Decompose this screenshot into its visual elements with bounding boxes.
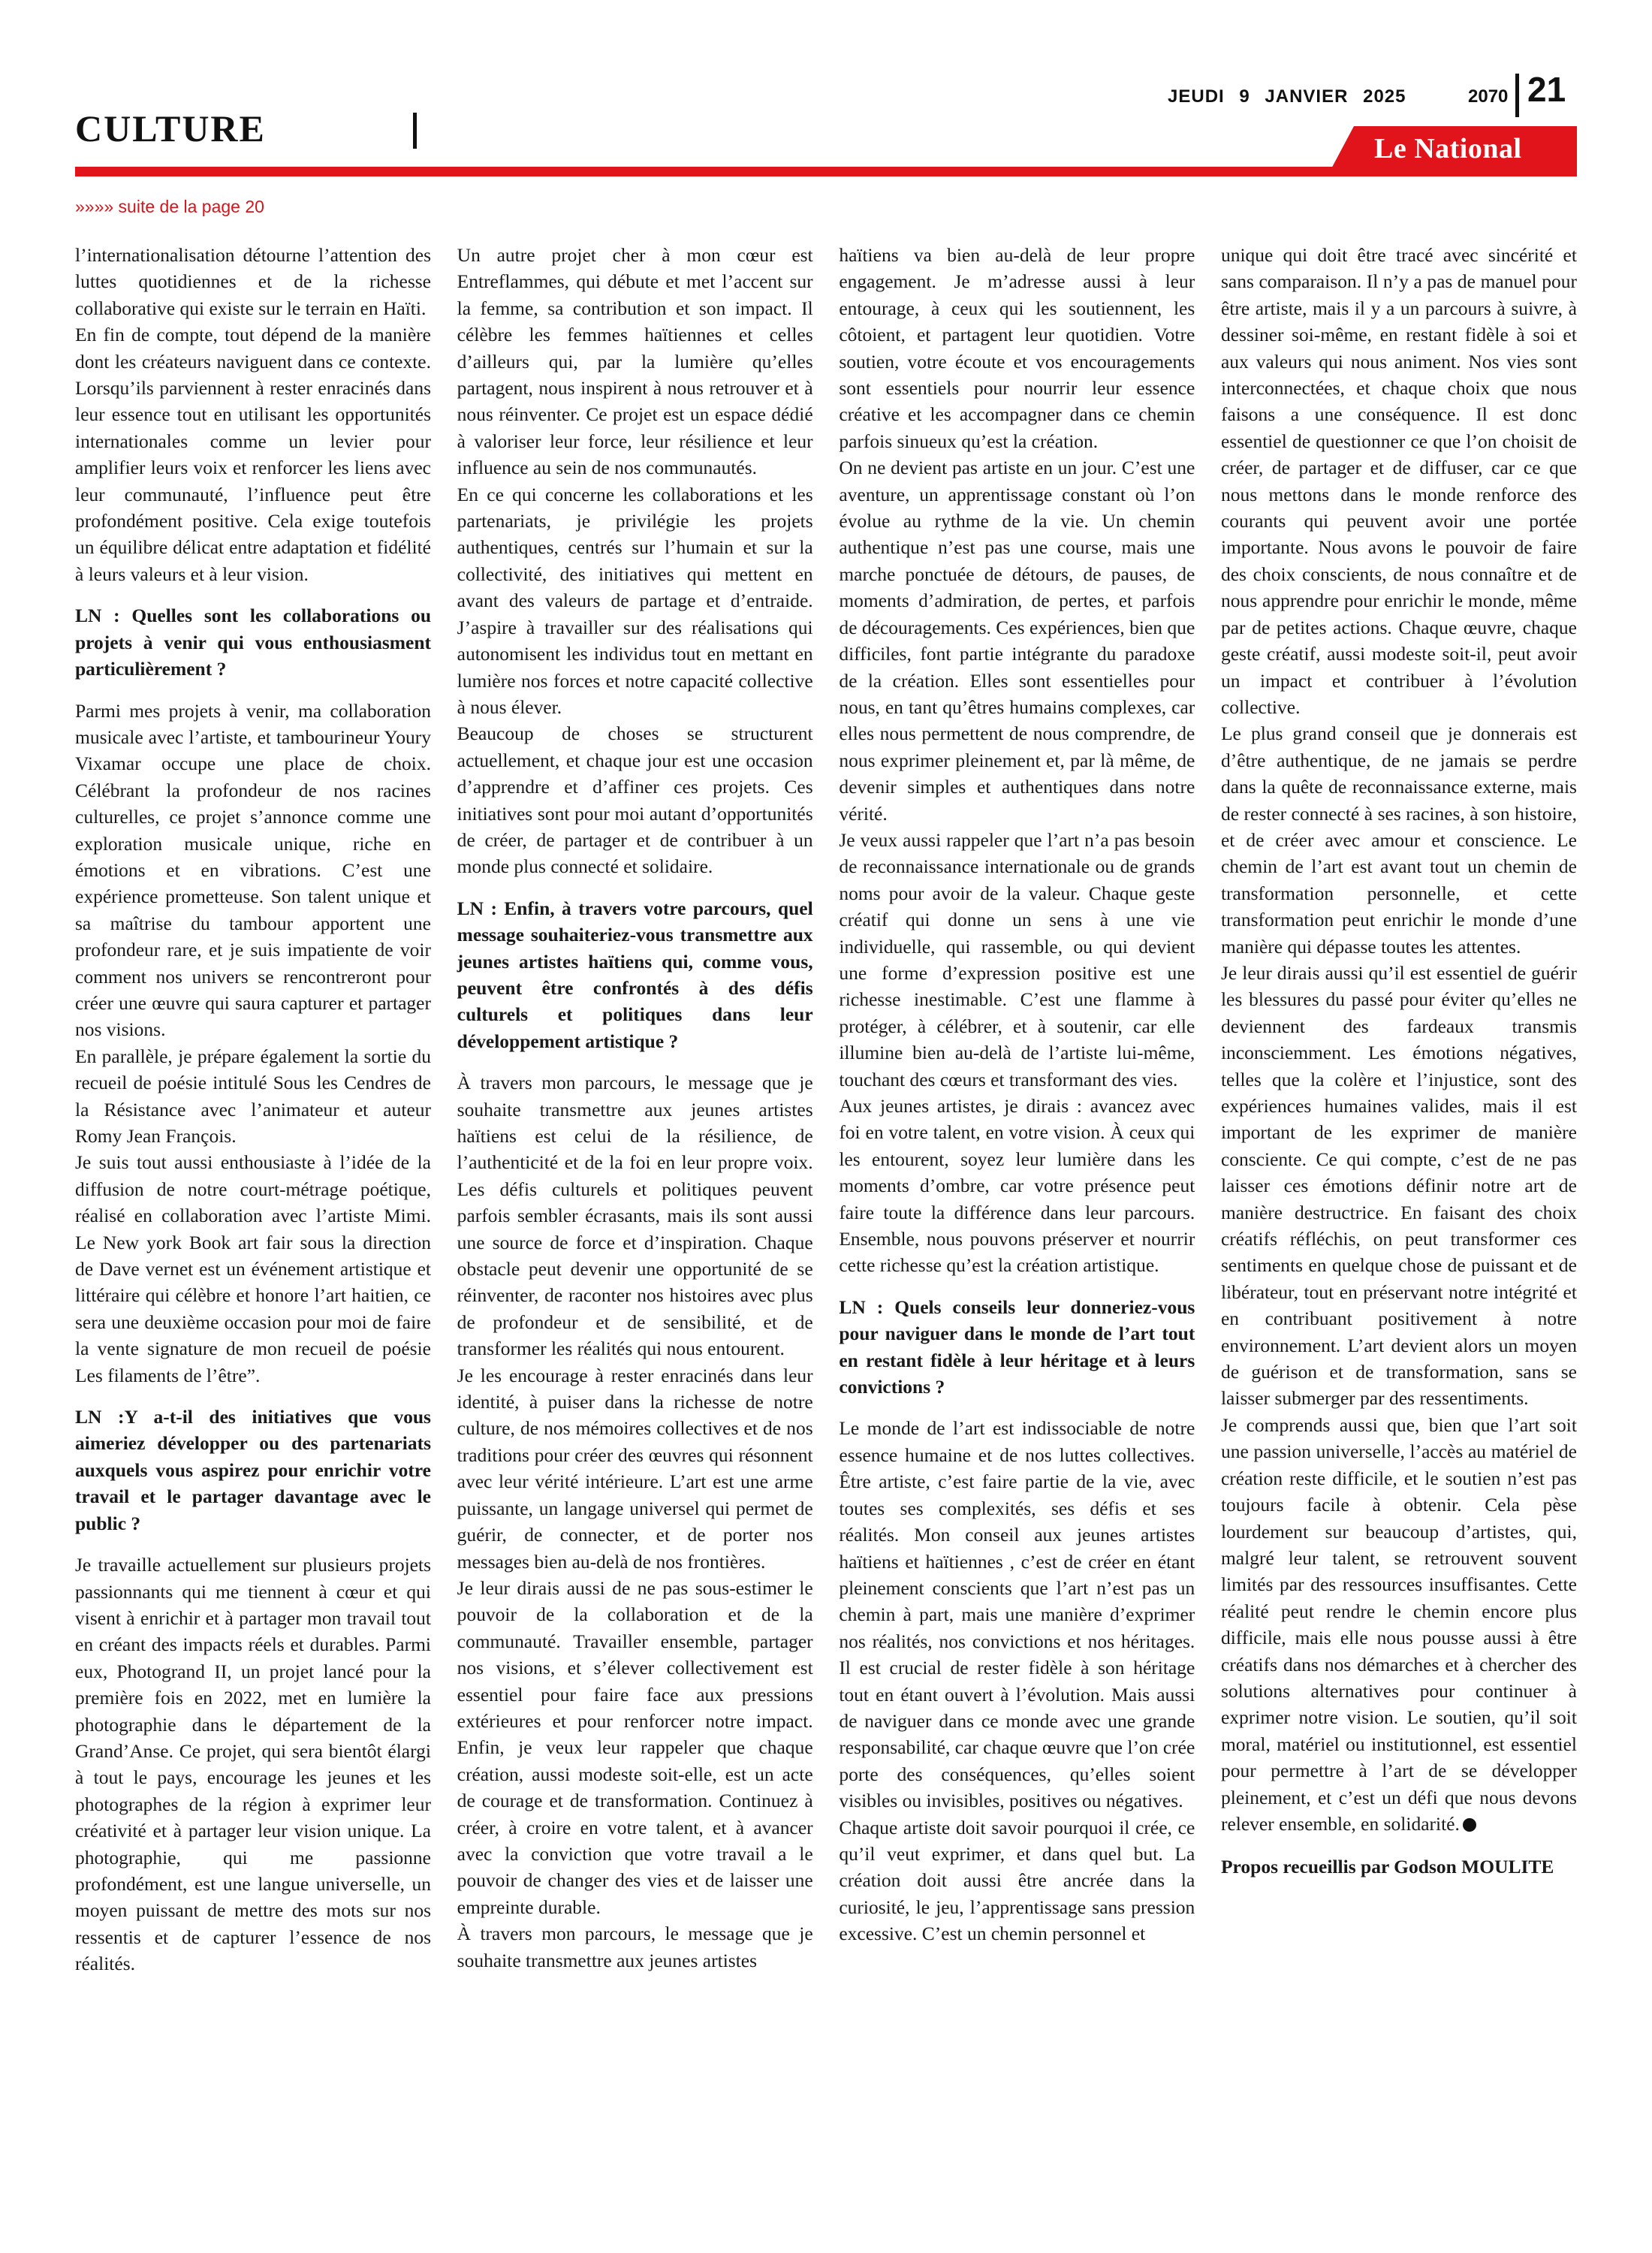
- issue-day: JEUDI: [1168, 86, 1225, 107]
- paragraph-text: Je comprends aussi que, bien que l’art soit une passion universelle, l’accès au matériel de création reste difficile, et le soutien n’est pas toujours facile à obtenir. Cela pèse lourdement sur beaucoup d’artistes, qui, malgré leur talent, se retrouvent souvent limités par des ressources insuffisantes. Cette réalité peut rendre le chemin encore plus difficile, mais elle nous pousse aussi à être créatifs dans nos démarches et à chercher des solutions alternatives pour continuer à exprimer notre vision. Le soutien, qu’il soit moral, matériel ou institutionnel, est essentiel pour permettre à l’art de se développer pleinement, et c’est un défi que nous devons relever ensemble, en solidarité.: [1220, 1413, 1577, 1835]
- paragraph: Je veux aussi rappeler que l’art n’a pas besoin de reconnaissance internationale ou de grands noms pour avoir de la valeur. Chaque geste créatif qui donne un sens à une vie individuelle, qui rassemble, ou qui devient une forme d’expression positive est une richesse inestimable. C’est une flamme à protéger, à célébrer, et à soutenir, car elle illumine bien au-delà de l’artiste lui-même, touchant des cœurs et transformant des vies.: [839, 828, 1195, 1090]
- issue-divider: [1515, 74, 1519, 117]
- paragraph: À travers mon parcours, le message que je souhaite transmettre aux jeunes artistes haïtiens est celui de la résilience, de l’authenticité et de la foi en leur propre voix. Les défis culturels et politiques peuvent parfois sembler écrasants, mais ils sont aussi une source de force et d’inspiration. Chaque obstacle peut devenir une opportunité de se réinventer, de raconter nos histoires avec plus de profondeur et de sensibilité, et de transformer les réalités qui nous entourent.: [457, 1072, 813, 1360]
- paragraph: unique qui doit être tracé avec sincérité et sans comparaison. Il n’y a pas de manuel pour être artiste, mais il y a un parcours à suivre, à dessiner soi-même, en restant fidèle à soi et aux valeurs qui nous animent. Nos vies sont interconnectées, et chaque choix que nous faisons a une conséquence. Il est donc essentiel de questionner ce que l’on choisit de créer, de partager et de diffuser, car ce que nous mettons dans le monde renforce des courants qui peuvent avoir une portée importante. Nous avons le pouvoir de faire des choix conscients, de nous connaître et de nous apprendre pour enrichir le monde, même par de petites actions. Chaque œuvre, chaque geste créatif, aussi modeste soit-il, peut avoir un impact et contribuer à l’évolution collective.: [1220, 244, 1577, 718]
- column-1: [75, 242, 431, 1977]
- title-divider: [413, 113, 417, 149]
- interview-question: LN :Y a-t-il des initiatives que vous aimeriez développer ou des partenariats auxquels vous aspirez pour enrichir votre travail et le partager davantage avec le public ?: [75, 1406, 431, 1534]
- paragraph: Le monde de l’art est indissociable de notre essence humaine et de nos luttes collectives. Être artiste, c’est faire partie de la vie, avec toutes ses complexités, ses défis et ses réalités. Mon conseil aux jeunes artistes haïtiens et haïtiennes , c’est de créer en étant pleinement conscients que l’art n’est pas un chemin à part, mais une manière d’exprimer nos réalités, nos convictions et nos héritages. Il est crucial de rester fidèle à son héritage tout en étant ouvert à l’évolution. Mais aussi de naviguer dans ce monde avec une grande responsabilité, car chaque œuvre que l’on crée porte des conséquences, qu’elles soient visibles ou invisibles, positives ou négatives.: [839, 1417, 1195, 1812]
- end-of-article-icon: [1463, 1818, 1476, 1832]
- paragraph: En fin de compte, tout dépend de la manière dont les créateurs naviguent dans ce contexte. Lorsqu’ils parviennent à rester enracinés dans leur essence tout en utilisant les opportunités internationales comme un levier pour amplifier leurs voix et renforcer les liens avec leur communauté, l’influence peut être profondément positive. Cela exige toutefois un équilibre délicat entre adaptation et fidélité à leurs valeurs et à leur vision.: [75, 324, 431, 585]
- issue-number: 2070: [1468, 86, 1509, 107]
- paragraph: haïtiens va bien au-delà de leur propre engagement. Je m’adresse aussi à leur entourage, à ceux qui les soutiennent, les côtoient, et partagent leur quotidien. Votre soutien, votre écoute et vos encouragements sont essentiels pour nourrir leur essence créative et les accompagner dans ce chemin parfois sinueux qu’est la création.: [839, 244, 1195, 452]
- issue-date: [1168, 86, 1415, 107]
- issue-date-number: 9: [1239, 86, 1250, 107]
- column-2: [457, 242, 813, 1977]
- paragraph: Parmi mes projets à venir, ma collaboration musicale avec l’artiste, et tambourineur Youry Vixamar occupe une place de choix. Célébrant la profondeur de nos racines culturelles, ce projet s’annonce comme une exploration musicale unique, riche en émotions et en vibrations. C’est une expérience prometteuse. Son talent unique et sa maîtrise du tambour apportent une profondeur rare, et je suis impatiente de voir comment nos univers se rencontreront pour créer une œuvre qui saura capturer et partager nos visions.: [75, 699, 431, 1041]
- interview-question: LN : Quels conseils leur donneriez-vous pour naviguer dans le monde de l’art tout en restant fidèle à leur héritage et à leurs convictions ?: [839, 1295, 1195, 1398]
- paragraph: Je suis tout aussi enthousiaste à l’idée de la diffusion de notre court-métrage poétique, réalisé en collaboration avec l’artiste Mimi. Le New york Book art fair sous la direction de Dave vernet est un événement artistique et littéraire qui célèbre et honore l’art haitien, ce sera une deuxième occasion pour moi de faire la vente signature de mon recueil de poésie Les filaments de l’être”.: [75, 1151, 431, 1386]
- column-3: [839, 242, 1195, 1977]
- paragraph: Aux jeunes artistes, je dirais : avancez avec foi en votre talent, en votre vision. À ceux qui les entourent, soyez leur lumière dans les moments d’ombre, car votre présence peut faire toute la différence dans leur parcours. Ensemble, nous pouvons préserver et nourrir cette richesse qu’est la création artistique.: [839, 1095, 1195, 1277]
- paragraph: Le plus grand conseil que je donnerais est d’être authentique, de ne jamais se perdre dans la quête de reconnaissance externe, mais de rester connecté à ses racines, à son histoire, et de créer avec amour et conscience. Le chemin de l’art est avant tout un chemin de transformation personnelle, et cette transformation peut enrichir le monde d’une manière qui dépasse toutes les attentes.: [1220, 722, 1577, 958]
- paragraph: À travers mon parcours, le message que je souhaite transmettre aux jeunes artistes: [457, 1923, 813, 1971]
- paragraph: Je leur dirais aussi qu’il est essentiel de guérir les blessures du passé pour éviter qu’elles ne deviennent des fardeaux transmis inconsciemment. Les émotions négatives, telles que la colère et l’injustice, sont des expériences humaines valides, mais il est important de les exprimer de manière consciente. Ce qui compte, c’est de ne pas laisser ces émotions définir notre art de manière destructrice. En faisant des choix créatifs réfléchis, on peut transformer ces sentiments en quelque chose de puissant et de libérateur, tout en préservant notre intégrité et en contribuant positivement à notre environnement. L’art devient alors un moyen de guérison et de transformation, sans se laisser submerger par des ressentiments.: [1220, 961, 1577, 1410]
- page-header: [0, 0, 1652, 195]
- paragraph: Chaque artiste doit savoir pourquoi il crée, ce qu’il veut exprimer, et dans quel but. La création doit aussi être ancrée dans la curiosité, le jeu, l’apprentissage sans pression excessive. C’est un chemin personnel et: [839, 1816, 1195, 1945]
- paragraph: On ne devient pas artiste en un jour. C’est une aventure, un apprentissage constant où l’on évolue au rythme de la vie. Un chemin authentique n’est pas une course, mais une marche ponctuée de détours, de pauses, de moments d’admiration, de pertes, et parfois de découragements. Ces expériences, bien que difficiles, font partie intégrante du paradoxe de la création. Elles sont essentielles pour nous, en tant qu’êtres humains complexes, car elles nous permettent de nous comprendre, de nous exprimer pleinement et, par là même, de devenir simples et authentiques dans notre vérité.: [839, 457, 1195, 825]
- brand-name: Le National: [1374, 133, 1522, 164]
- issue-year: 2025: [1363, 86, 1406, 107]
- paragraph: En parallèle, je prépare également la sortie du recueil de poésie intitulé Sous les Cendres de la Résistance avec l’animateur et auteur Romy Jean François.: [75, 1045, 431, 1147]
- page-number: 21: [1527, 70, 1566, 109]
- article-body: [75, 242, 1577, 1977]
- interview-question: LN : Quelles sont les collaborations ou projets à venir qui vous enthousiasment particulièrement ?: [75, 605, 431, 680]
- paragraph: l’internationalisation détourne l’attention des luttes quotidiennes et de la richesse collaborative qui existe sur le terrain en Haïti.: [75, 244, 431, 319]
- paragraph: Un autre projet cher à mon cœur est Entreflammes, qui débute et met l’accent sur la femme, sa contribution et son impact. Il célèbre les femmes haïtiennes et celles d’ailleurs qui, par la lumière qu’elles partagent, nous inspirent à nous retrouver et à nous réinventer. Ce projet est un espace dédié à valoriser leur force, leur résilience et leur influence au sein de nos communautés.: [457, 244, 813, 479]
- paragraph: En ce qui concerne les collaborations et les partenariats, je privilégie les projets authentiques, centrés sur l’humain et sur la collectivité, des initiatives qui mettent en avant des valeurs de partage et d’entraide. J’aspire à travailler sur des réalisations qui autonomisent les individus tout en mettant en lumière nos forces et notre capacité collective à nous élever.: [457, 483, 813, 718]
- section-title: CULTURE: [75, 107, 266, 149]
- paragraph: Beaucoup de choses se structurent actuellement, et chaque jour est une occasion d’apprendre et d’affiner ces projets. Ces initiatives sont pour moi autant d’opportunités de créer, de partager et de contribuer à un monde plus connecté et solidaire.: [457, 722, 813, 878]
- paragraph: Je leur dirais aussi de ne pas sous-estimer le pouvoir de la collaboration et de la communauté. Travailler ensemble, partager nos visions, et s’élever collectivement est essentiel pour faire face aux pressions extérieures et pour renforcer notre impact. Enfin, je veux leur rappeler que chaque création, aussi modeste soit-elle, est un acte de courage et de transformation. Continuez à créer, à croire en votre talent, et à avancer avec la conviction que votre travail a le pouvoir de changer des vies et de laisser une empreinte durable.: [457, 1576, 813, 1918]
- continued-from-link[interactable]: »»»» suite de la page 20: [75, 197, 264, 216]
- paragraph: Je travaille actuellement sur plusieurs projets passionnants qui me tiennent à cœur et qui visent à enrichir et à partager mon travail tout en créant des impacts réels et durables. Parmi eux, Photogrand II, un projet lancé pour la première fois en 2022, met en lumière la photographie dans le département de la Grand’Anse. Ce projet, qui sera bientôt élargi à tout le pays, encourage les jeunes et les photographes de la région à exprimer leur créativité et à partager leur vision unique. La photographie, qui me passionne profondément, est une langue universelle, un moyen puissant de mettre des mots sur nos ressentis et de capturer l’essence de nos réalités.: [75, 1554, 431, 1975]
- paragraph-final: [1221, 1412, 1577, 1838]
- column-4: [1221, 242, 1577, 1977]
- paragraph: Je les encourage à rester enracinés dans leur identité, à puiser dans la richesse de notre culture, de nos mémoires collectives et de nos traditions pour créer des œuvres qui résonnent avec leur vérité intérieure. L’art est une arme puissante, un langage universel qui permet de guérir, de connecter, et de porter nos messages bien au-delà de nos frontières.: [457, 1364, 813, 1573]
- byline: Propos recueillis par Godson MOULITE: [1220, 1856, 1554, 1878]
- interview-question: LN : Enfin, à travers votre parcours, quel message souhaiteriez-vous transmettre aux jeunes artistes haïtiens qui, comme vous, peuvent être confrontés à des défis culturels et politiques dans leur développement artistique ?: [457, 897, 813, 1052]
- issue-month: JANVIER: [1265, 86, 1349, 107]
